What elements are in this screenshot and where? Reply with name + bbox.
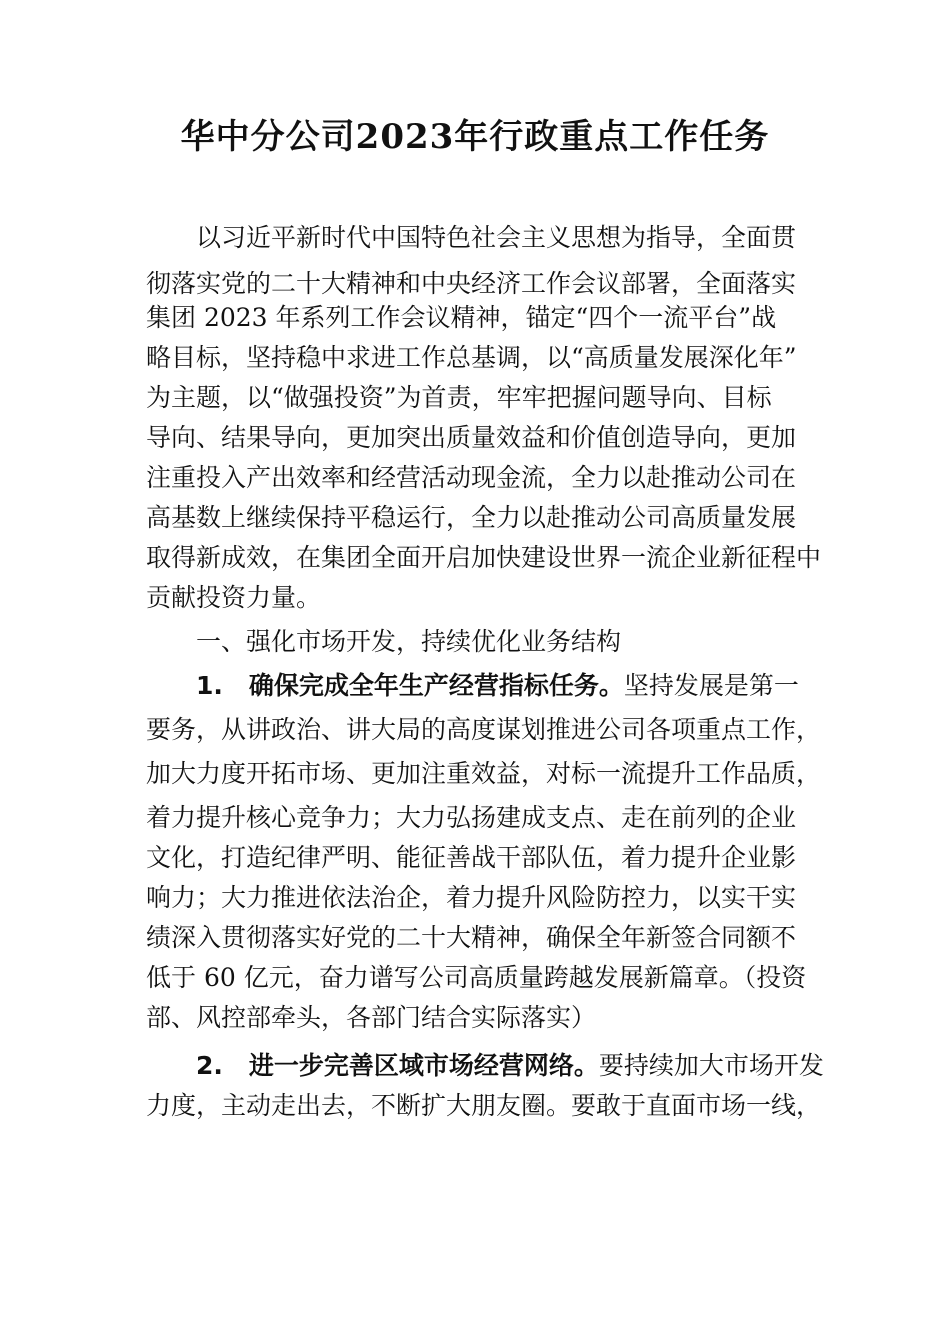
- intro-line: 为主题，以“做强投资”为首责，牢牢把握问题导向、目标: [146, 383, 772, 412]
- item-line: 部、风控部牵头，各部门结合实际落实）: [146, 1003, 597, 1032]
- item-line: 响力；大力推进依法治企，着力提升风险防控力，以实干实: [146, 883, 797, 912]
- item-line: 绩深入贯彻落实好党的二十大精神，确保全年新签合同额不: [146, 923, 797, 952]
- item-text: 坚持发展是第一: [623, 671, 799, 700]
- intro-line: 彻落实党的二十大精神和中央经济工作会议部署，全面落实: [146, 269, 797, 298]
- document-title: 华中分公司2023年行政重点工作任务: [180, 117, 770, 157]
- item-line: 文化，打造纪律严明、能征善战干部队伍，着力提升企业影: [146, 843, 797, 872]
- item-1-first-line: [196, 666, 799, 706]
- intro-line: 略目标，坚持稳中求进工作总基调，以“高质量发展深化年”: [146, 343, 797, 372]
- intro-line: 高基数上继续保持平稳运行，全力以赴推动公司高质量发展: [146, 503, 797, 532]
- item-number: 2.: [196, 1051, 223, 1080]
- item-line: 力度，主动走出去，不断扩大朋友圈。要敢于直面市场一线，: [146, 1091, 822, 1120]
- item-bold-title: 确保完成全年生产经营指标任务。: [248, 671, 624, 700]
- item-bold-title: 进一步完善区域市场经营网络。: [248, 1051, 599, 1080]
- section-heading: 一、强化市场开发，持续优化业务结构: [196, 627, 622, 656]
- item-line: 着力提升核心竞争力；大力弘扬建成支点、走在前列的企业: [146, 803, 797, 832]
- intro-line: 集团 2023 年系列工作会议精神，锚定“四个一流平台”战: [146, 303, 777, 332]
- item-line: 要务，从讲政治、讲大局的高度谋划推进公司各项重点工作，: [146, 715, 822, 744]
- item-line: 加大力度开拓市场、更加注重效益，对标一流提升工作品质，: [146, 759, 822, 788]
- intro-line: 取得新成效，在集团全面开启加快建设世界一流企业新征程中: [146, 543, 822, 572]
- item-number: 1.: [196, 671, 223, 700]
- item-text: 要持续加大市场开发: [598, 1051, 824, 1080]
- intro-line: 以习近平新时代中国特色社会主义思想为指导，全面贯: [196, 223, 797, 252]
- item-line: 低于 60 亿元，奋力谱写公司高质量跨越发展新篇章。（投资: [146, 963, 807, 992]
- item-2-first-line: [196, 1046, 824, 1086]
- intro-line: 贡献投资力量。: [146, 583, 322, 612]
- intro-line: 注重投入产出效率和经营活动现金流，全力以赴推动公司在: [146, 463, 797, 492]
- intro-line: 导向、结果导向，更加突出质量效益和价值创造导向，更加: [146, 423, 797, 452]
